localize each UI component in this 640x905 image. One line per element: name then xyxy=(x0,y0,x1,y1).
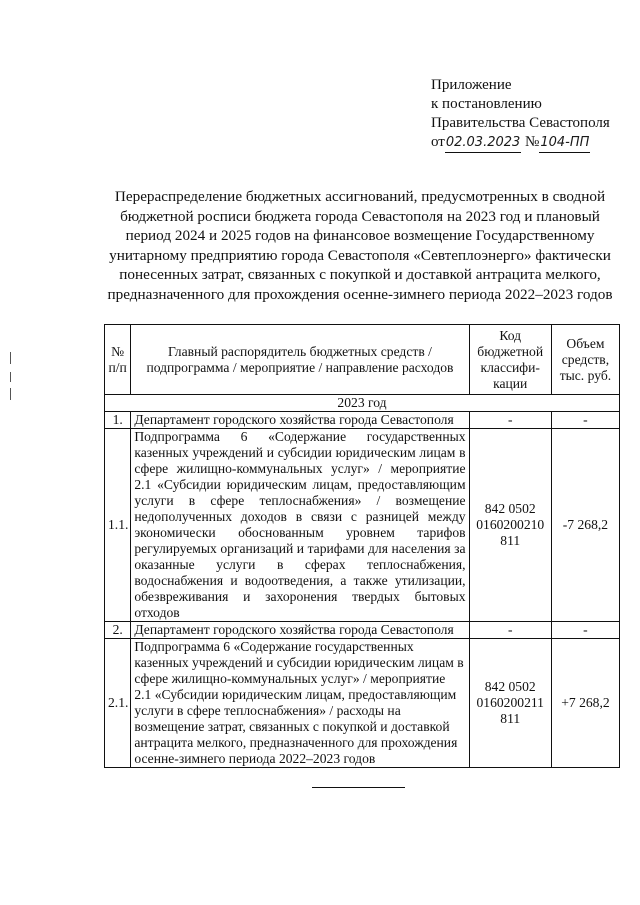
row-code: - xyxy=(469,622,551,639)
header-sum: Объем средств, тыс. руб. xyxy=(551,325,619,395)
document-title: Перераспределение бюджетных ассигнований, предусмотренных в сводной бюджетной росписи бюджета города Севастополя на 2023 год и плановый период 2024 и 2025 годов на финансовое возмещение Государственному унитарному предприятию города Севастополя «Севтеплоэнерго» фактически понесенных затрат, связанных с покупкой и доставкой антрацита мелкого, предназначенного для прохождения осенне-зимнего периода 2022–2023 годов xyxy=(107,188,613,303)
row-name: Подпрограмма 6 «Содержание государственных казенных учреждений и субсидии юридическим лицам в сфере жилищно-коммунальных услуг» / мероприятие 2.1 «Субсидии юридическим лицам, предоставляющим услуги в сфере теплоснабжения» / расходы на возмещение затрат, связанных с покупкой и доставкой антрацита мелкого, предназначенного для прохождения осенне-зимнего периода 2022–2023 годов xyxy=(131,639,469,768)
table-row xyxy=(105,429,620,622)
row-code: 842 0502 0160200210 811 xyxy=(469,429,551,622)
appendix-line-1: Приложение xyxy=(431,77,512,93)
year-row xyxy=(105,395,620,412)
row-sum: - xyxy=(551,412,619,429)
table-header-row xyxy=(105,325,620,395)
handwritten-date: 02.03.2023 xyxy=(445,133,521,153)
row-no: 2. xyxy=(105,622,131,639)
margin-mark xyxy=(10,372,11,382)
margin-mark xyxy=(10,388,11,400)
table-row xyxy=(105,412,620,429)
row-name: Департамент городского хозяйства города Севастополя xyxy=(131,412,469,429)
row-name: Подпрограмма 6 «Содержание государственных казенных учреждений и субсидии юридическим лицам в сфере жилищно-коммунальных услуг» / мероприятие 2.1 «Субсидии юридическим лицам, предоставляющим услуги в сфере теплоснабжения» / возмещение недополученных доходов в связи с разницей между экономически обоснованным уровнем тарифов регулируемых организаций и тарифами для населения за оказанные услуги в сферах теплоснабжения, водоснабжения и водоотведения, а также утилизации, обезвреживания и захоронения твердых бытовых отходов xyxy=(131,429,469,622)
margin-mark xyxy=(10,352,11,364)
header-no: № п/п xyxy=(105,325,131,395)
appendix-line-3: Правительства Севастополя xyxy=(431,115,610,131)
row-code: - xyxy=(469,412,551,429)
row-sum: - xyxy=(551,622,619,639)
row-no: 1.1. xyxy=(105,429,131,622)
appendix-date-line xyxy=(431,133,631,153)
appendix-line-2: к постановлению xyxy=(431,96,542,112)
header-code: Код бюджетной классифи-кации xyxy=(469,325,551,395)
from-label: от xyxy=(431,134,445,150)
table-row xyxy=(105,639,620,768)
year-label: 2023 год xyxy=(105,395,620,412)
handwritten-number: 104-ПП xyxy=(539,133,590,153)
table-row xyxy=(105,622,620,639)
header-name: Главный распорядитель бюджетных средств / подпрограмма / мероприятие / направление расходов xyxy=(131,325,469,395)
row-no: 2.1. xyxy=(105,639,131,768)
appendix-block xyxy=(431,76,631,153)
row-sum: +7 268,2 xyxy=(551,639,619,768)
row-code: 842 0502 0160200211 811 xyxy=(469,639,551,768)
redistribution-table xyxy=(104,324,620,768)
row-sum: -7 268,2 xyxy=(551,429,619,622)
footer-rule xyxy=(312,787,405,788)
number-label: № xyxy=(525,134,540,150)
row-name: Департамент городского хозяйства города Севастополя xyxy=(131,622,469,639)
row-no: 1. xyxy=(105,412,131,429)
